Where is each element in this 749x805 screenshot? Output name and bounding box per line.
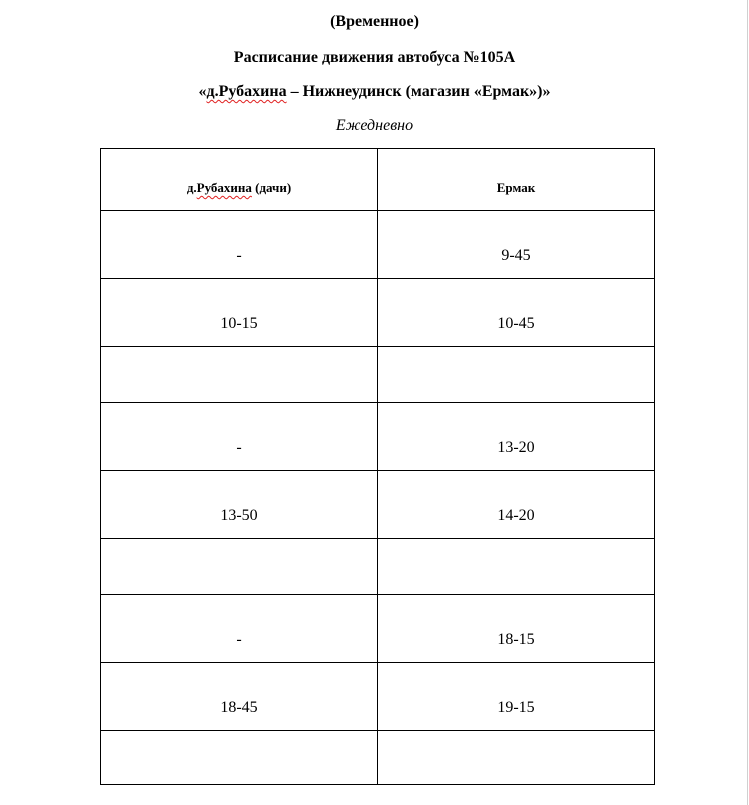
table-row-empty bbox=[101, 539, 655, 595]
cell-rubakhina: - bbox=[101, 211, 378, 279]
cell-ermak: 9-45 bbox=[378, 211, 655, 279]
title-route bbox=[0, 82, 749, 102]
table-header-row bbox=[101, 149, 655, 211]
table-row bbox=[101, 211, 655, 279]
table-row bbox=[101, 403, 655, 471]
subtitle-daily: Ежедневно bbox=[335, 117, 414, 134]
cell-ermak bbox=[378, 347, 655, 403]
cell-rubakhina bbox=[101, 731, 378, 785]
col-a-place-spellcheck: Рубахина bbox=[196, 180, 252, 195]
cell-ermak: 14-20 bbox=[378, 471, 655, 539]
column-header-ermak: Ермак bbox=[378, 149, 655, 211]
column-header-rubakhina bbox=[101, 149, 378, 211]
cell-ermak: 19-15 bbox=[378, 663, 655, 731]
cell-rubakhina: - bbox=[101, 403, 378, 471]
cell-rubakhina bbox=[101, 347, 378, 403]
cell-rubakhina: 18-45 bbox=[101, 663, 378, 731]
table-row bbox=[101, 279, 655, 347]
cell-ermak bbox=[378, 539, 655, 595]
table-row-empty bbox=[101, 347, 655, 403]
cell-rubakhina: 13-50 bbox=[101, 471, 378, 539]
table-row bbox=[101, 471, 655, 539]
route-open-quote: « bbox=[198, 83, 207, 100]
title-schedule: Расписание движения автобуса №105А bbox=[233, 49, 516, 66]
table-row-empty bbox=[101, 731, 655, 785]
route-place-spellcheck: д.Рубахина bbox=[206, 83, 287, 100]
table-row bbox=[101, 663, 655, 731]
title-temporary: (Временное) bbox=[330, 13, 419, 30]
cell-ermak bbox=[378, 731, 655, 785]
cell-rubakhina: - bbox=[101, 595, 378, 663]
cell-ermak: 10-45 bbox=[378, 279, 655, 347]
schedule-table bbox=[100, 148, 655, 785]
col-a-rest: (дачи) bbox=[251, 180, 292, 195]
col-a-prefix: д. bbox=[186, 180, 197, 195]
cell-ermak: 18-15 bbox=[378, 595, 655, 663]
cell-ermak: 13-20 bbox=[378, 403, 655, 471]
cell-rubakhina: 10-15 bbox=[101, 279, 378, 347]
cell-rubakhina bbox=[101, 539, 378, 595]
table-row bbox=[101, 595, 655, 663]
route-rest: – Нижнеудинск (магазин «Ермак»)» bbox=[286, 83, 551, 100]
